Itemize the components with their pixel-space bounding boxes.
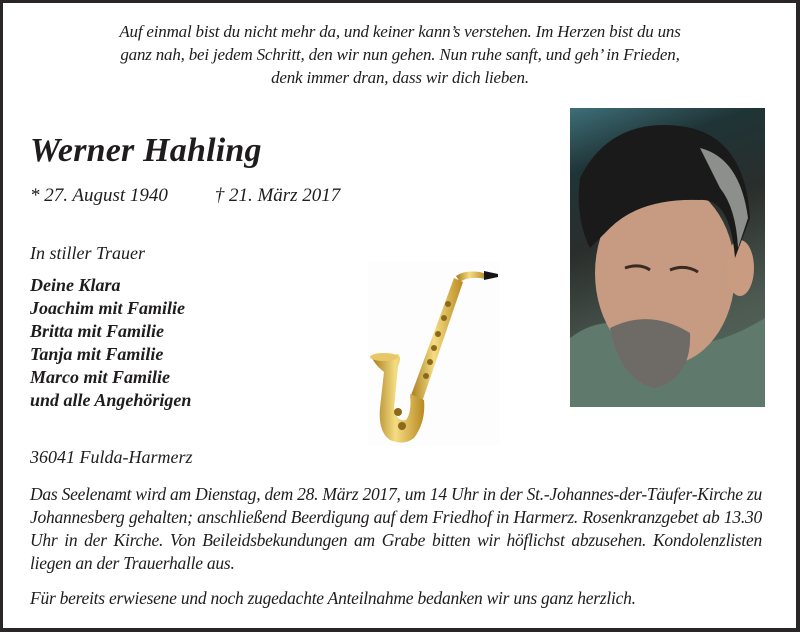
birth-date: * 27. August 1940 [30, 185, 168, 206]
mourner: Tanja mit Familie [30, 344, 164, 364]
saxophone-icon [368, 262, 500, 446]
mourning-intro: In stiller Trauer [30, 243, 146, 263]
mourner: Joachim mit Familie [30, 298, 186, 318]
mourner: Deine Klara [30, 275, 121, 295]
memorial-poem [40, 20, 760, 89]
portrait-photo [570, 108, 765, 407]
saxophone-image [368, 262, 500, 446]
mourners-list [30, 274, 191, 412]
life-dates [30, 185, 340, 207]
death-date: † 21. März 2017 [214, 185, 341, 206]
portrait-icon [570, 108, 765, 407]
service-announcement: Das Seelenamt wird am Dienstag, dem 28. März 2017, um 14 Uhr in der St.-Johannes-der-Täufer-Kirche zu Johannesberg gehalten; anschließend Beerdigung auf dem Friedhof in Harmerz. Rosenkranzgebet ab 13.30 Uhr in der Kirche. Von Beileidsbekundungen am Grabe bitten wir höflichst abzusehen. Kondolenzlisten liegen an der Trauerhalle aus. [30, 484, 762, 573]
family-location: 36041 Fulda-Harmerz [30, 447, 193, 467]
poem-line: Auf einmal bist du nicht mehr da, und keiner kann’s verstehen. Im Herzen bist du uns [119, 22, 681, 41]
mourner: und alle Angehörigen [30, 390, 192, 410]
deceased-name: Werner Hahling [30, 132, 262, 169]
mourner: Britta mit Familie [30, 321, 165, 341]
mourner: Marco mit Familie [30, 367, 171, 387]
poem-line: denk immer dran, dass wir dich lieben. [271, 68, 529, 87]
poem-line: ganz nah, bei jedem Schritt, den wir nun gehen. Nun ruhe sanft, und geh’ in Frieden, [120, 45, 680, 64]
thanks-note: Für bereits erwiesene und noch zugedachte Anteilnahme bedanken wir uns ganz herzlich. [30, 588, 636, 608]
